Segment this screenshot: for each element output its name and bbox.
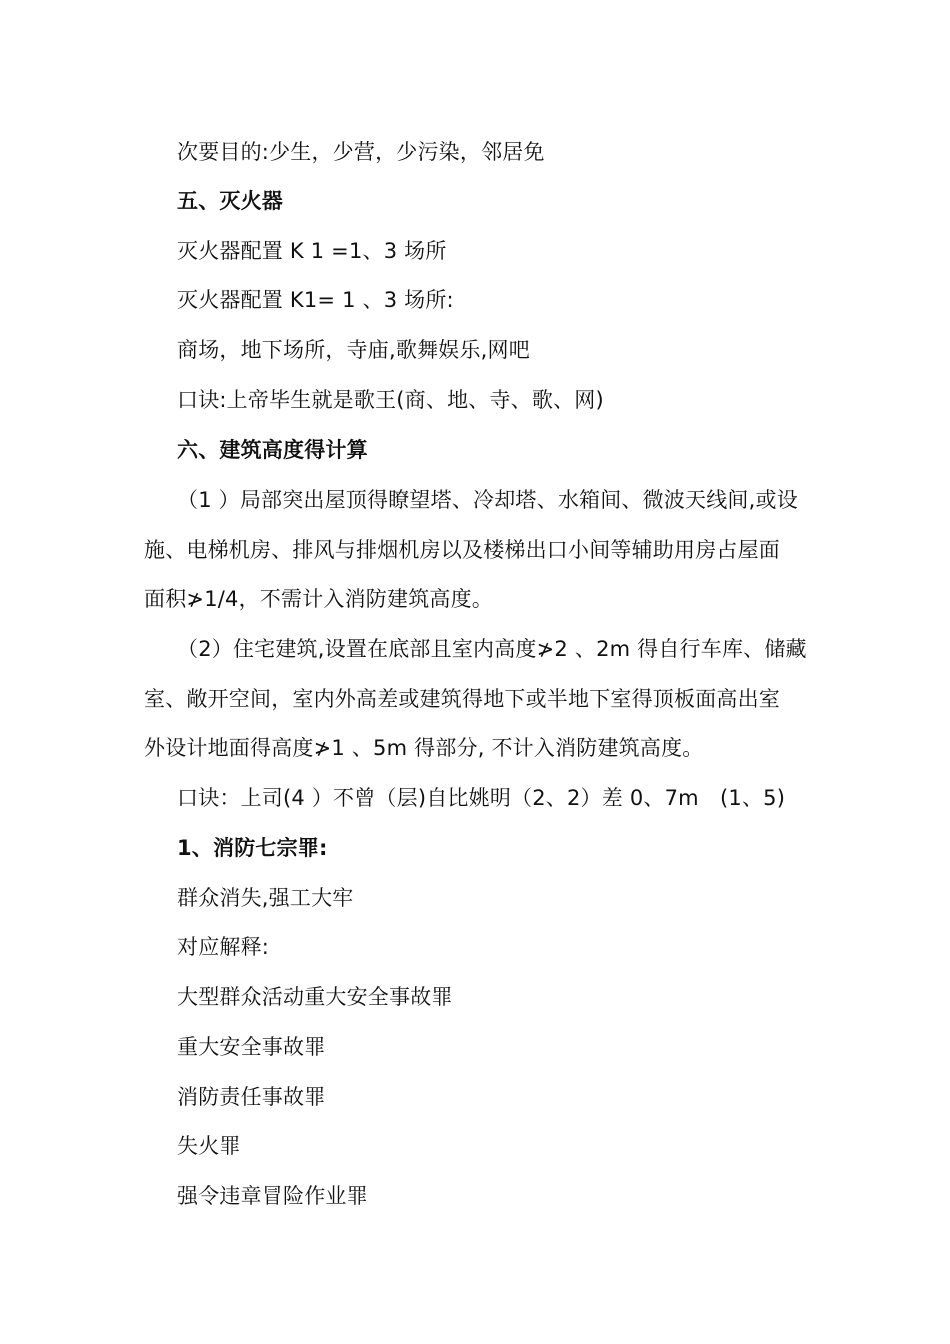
text-line: 次要目的:少生，少营，少污染，邻居免 — [177, 140, 545, 164]
section-heading: 六、建筑高度得计算 — [177, 438, 368, 462]
mnemonic-line: 口诀：上司(4 ）不曾（层)自比姚明（2、2）差 0、7m (1、5) — [177, 786, 786, 810]
text-line: 灭火器配置 K 1 =1、3 场所 — [177, 239, 447, 263]
paragraph-line: （2）住宅建筑,设置在底部且室内高度≯2 、2m 得自行车库、储藏 — [177, 637, 807, 661]
mnemonic-line: 口诀:上帝毕生就是歌王(商、地、寺、歌、网) — [177, 388, 604, 412]
paragraph-line: 室、敞开空间，室内外高差或建筑得地下或半地下室得顶板面高出室 — [144, 687, 780, 711]
list-item: 失火罪 — [177, 1134, 241, 1158]
text-line: 对应解释: — [177, 935, 270, 959]
list-item: 强令违章冒险作业罪 — [177, 1184, 368, 1208]
section-heading: 1、消防七宗罪: — [177, 836, 328, 860]
text-line: 群众消失,强工大牢 — [177, 886, 354, 910]
list-item: 重大安全事故罪 — [177, 1035, 326, 1059]
paragraph-line: 外设计地面得高度≯1 、5m 得部分, 不计入消防建筑高度。 — [144, 736, 704, 760]
list-item: 消防责任事故罪 — [177, 1085, 326, 1109]
section-heading: 五、灭火器 — [177, 189, 283, 213]
text-line: 灭火器配置 K1= 1 、3 场所: — [177, 288, 454, 312]
paragraph-line: 面积≯1/4，不需计入消防建筑高度。 — [144, 587, 493, 611]
text-line: 商场，地下场所，寺庙,歌舞娱乐,网吧 — [177, 338, 530, 362]
paragraph-line: （1 ）局部突出屋顶得瞭望塔、冷却塔、水箱间、微波天线间,或设 — [177, 488, 798, 512]
paragraph-line: 施、电梯机房、排风与排烟机房以及楼梯出口小间等辅助用房占屋面 — [144, 538, 780, 562]
list-item: 大型群众活动重大安全事故罪 — [177, 985, 453, 1009]
